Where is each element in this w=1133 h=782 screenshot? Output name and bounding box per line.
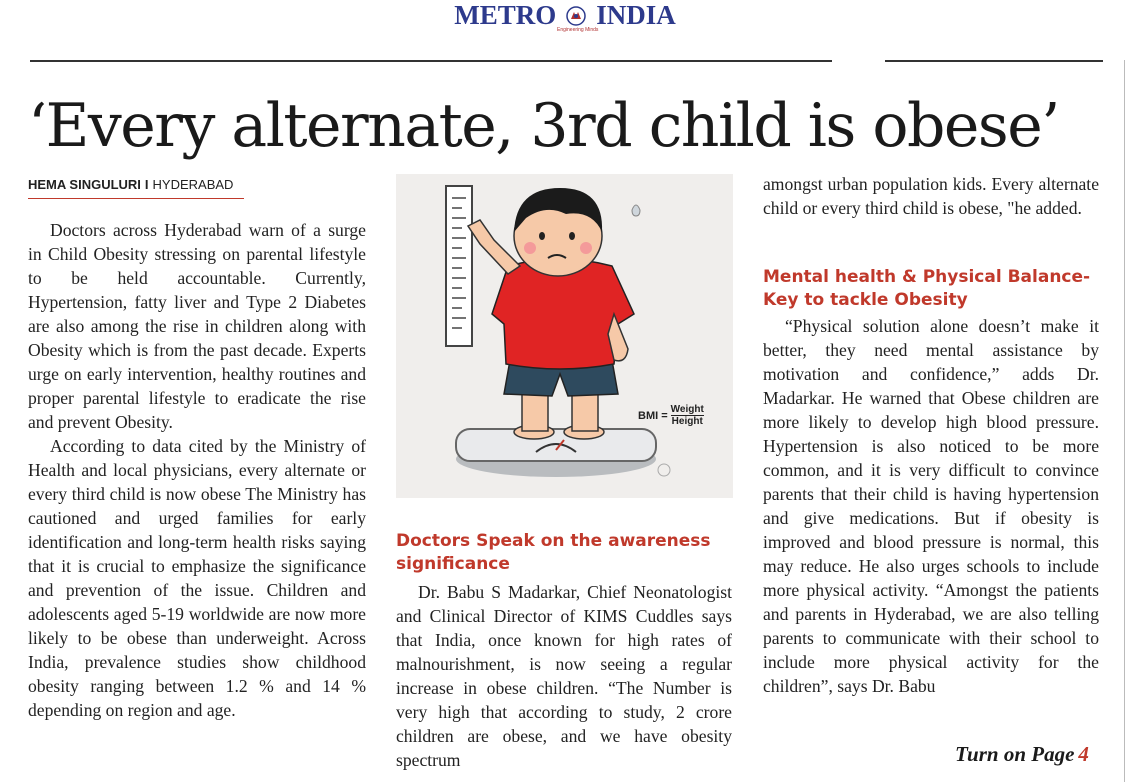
paragraph: According to data cited by the Ministry of Health and local physicians, every alternate or every third child is now obese The Ministry has cautioned and urged families for early identification and long-term health risks saying that it is crucial to emphasize the significance and prevention of the issue. Children and adolescents aged 5-19 worldwide are now more likely to be obese than underweight. Across India, prevalence studies show childhood obesity ranging between 1.2 % and 14 % depending on region and age. [28,436,366,720]
masthead [440,0,690,40]
paragraph: “Physical solution alone doesn’t make it better, they need mental assistance by motivation and confidence,” adds Dr. Madarkar. He warned that Obese children are more likely to develop high blood pressure. Hypertension is also noticed to be more common, and it is very difficult to convince parents that their child is having hypertension and give medications. But if obesity is improved and blood pressure is normal, this may reduce. He also urges schools to include more physical activity. “Amongst the patients and parents in Hyderabad, we are also telling parents to communicate with their school to include more physical activity for the children”, says Dr. Babu [763,316,1099,696]
byline [28,176,233,194]
continuation-note [955,742,1089,767]
byline-location: HYDERABAD [152,177,234,192]
paragraph: Doctors across Hyderabad warn of a surge in Child Obesity stressing on parental lifestyle to be held accountable. Currently, Hypertension, fatty liver and Type 2 Diabetes are also among the rise in children along with Obesity which is from the past decade. Experts urge on early intervention, healthy routines and proper parental lifestyle to eradicate the rise and prevent Obesity. [28,220,366,432]
masthead-name-right: INDIA [596,0,676,30]
emblem-icon [562,5,590,27]
turn-label: Turn on Page [955,742,1075,766]
bmi-numerator: Weight [670,404,704,415]
obese-child-illustration [396,174,733,498]
bmi-label: BMI = [638,409,668,422]
byline-author: HEMA SINGULURI [28,177,141,192]
bmi-denominator: Height [671,416,703,427]
masthead-name-left: METRO [454,0,557,30]
masthead-rule-right [885,60,1103,62]
headline: ‘Every alternate, 3rd child is obese’ [28,91,1059,161]
bmi-formula [638,404,704,427]
article-column-2 [396,580,732,772]
article-column-1 [28,218,366,722]
subheading: Doctors Speak on the awareness significance [396,531,711,574]
article-column-3-continued [763,314,1099,698]
byline-separator: I [144,177,149,192]
article-column-3 [763,172,1099,220]
paragraph: Dr. Babu S Madarkar, Chief Neonatologist and Clinical Director of KIMS Cuddles says that India, once known for high rates of malnourishment, is now seeing a regular increase in obese children. “The Number is very high that according to study, 2 crore children are obese, and we have obesity spectrum [396,582,732,770]
child-on-scale-icon [396,174,733,498]
page-edge-line [1124,60,1125,782]
masthead-tagline: Engineering Minds [557,27,599,33]
masthead-rule-left [30,60,832,62]
byline-underline [28,198,244,199]
subheading: Mental health & Physical Balance- Key to tackle Obesity [763,267,1091,310]
turn-page-number: 4 [1078,742,1089,766]
paragraph: amongst urban population kids. Every alternate child or every third child is obese, "he added. [763,174,1099,218]
